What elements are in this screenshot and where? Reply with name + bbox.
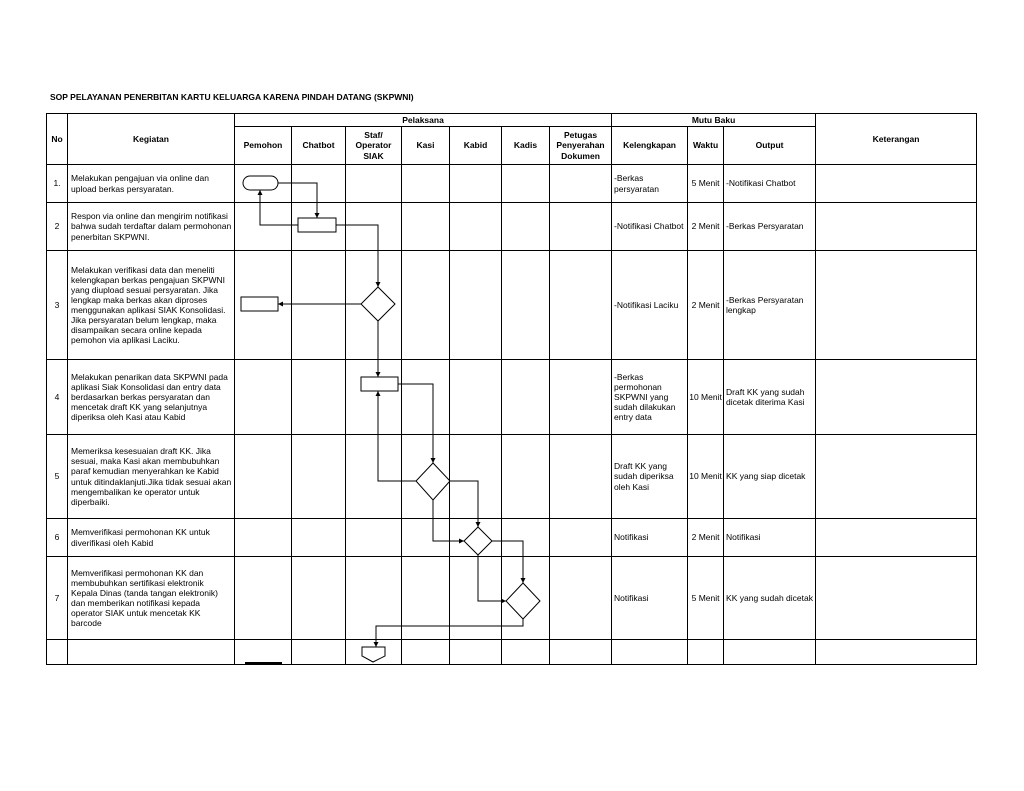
row-waktu: 2 Menit [688,251,724,360]
row-lane-cell [550,251,612,360]
row-output: -Notifikasi Chatbot [724,165,816,203]
row-lane-cell [550,519,612,557]
row-waktu: 2 Menit [688,519,724,557]
row-lane-cell [292,640,346,665]
row-lane-cell [346,557,402,640]
row-lane-cell [402,557,450,640]
row-no: 6 [47,519,68,557]
row-keterangan [816,203,977,251]
table-row [47,519,977,557]
sop-table [46,113,977,665]
row-waktu: 5 Menit [688,165,724,203]
row-lane-cell [450,435,502,519]
header-no: No [47,114,68,165]
row-waktu [688,640,724,665]
row-lane-cell [502,435,550,519]
row-waktu: 2 Menit [688,203,724,251]
row-lane-cell [292,165,346,203]
row-keterangan [816,165,977,203]
row-lane-cell [235,203,292,251]
row-kelengkapan: -Notifikasi Laciku [612,251,688,360]
row-lane-cell [502,251,550,360]
row-lane-cell [292,203,346,251]
row-lane-cell [450,640,502,665]
row-kelengkapan: Notifikasi [612,519,688,557]
row-no: 3 [47,251,68,360]
header-kabid: Kabid [450,127,502,165]
row-no: 2 [47,203,68,251]
row-kegiatan: Respon via online dan mengirim notifikasi bahwa sudah terdaftar dalam permohonan penerbitan SKPWNI. [68,203,235,251]
row-keterangan [816,557,977,640]
row-kegiatan: Melakukan penarikan data SKPWNI pada aplikasi Siak Konsolidasi dan entry data berdasarkan berkas persyaratan dan mencetak draft KK yang selanjutnya diperiksa oleh Kasi atau Kabid [68,360,235,435]
row-lane-cell [346,165,402,203]
row-waktu: 5 Menit [688,557,724,640]
row-lane-cell [346,640,402,665]
header-operator-siak: Staf/ Operator SIAK [346,127,402,165]
row-lane-cell [346,203,402,251]
table-row [47,251,977,360]
row-output [724,640,816,665]
row-keterangan [816,435,977,519]
header-chatbot: Chatbot [292,127,346,165]
row-lane-cell [450,251,502,360]
row-lane-cell [502,165,550,203]
row-keterangan [816,251,977,360]
row-output: Draft KK yang sudah dicetak diterima Kasi [724,360,816,435]
row-lane-cell [450,360,502,435]
table-row [47,557,977,640]
row-lane-cell [292,251,346,360]
row-keterangan [816,519,977,557]
row-lane-cell [450,165,502,203]
row-kelengkapan: Notifikasi [612,557,688,640]
row-lane-cell [235,557,292,640]
header-pemohon: Pemohon [235,127,292,165]
row-lane-cell [550,435,612,519]
header-output: Output [724,127,816,165]
row-lane-cell [402,251,450,360]
sop-table-body [47,165,977,665]
row-kelengkapan: -Berkas permohonan SKPWNI yang sudah dilakukan entry data [612,360,688,435]
row-keterangan [816,640,977,665]
row-lane-cell [402,435,450,519]
row-kegiatan [68,640,235,665]
row-lane-cell [235,165,292,203]
row-lane-cell [235,251,292,360]
row-lane-cell [235,519,292,557]
row-kegiatan: Memeriksa kesesuaian draft KK. Jika sesuai, maka Kasi akan membubuhkan paraf kemudian menyerahkan ke Kabid untuk ditindaklanjuti.Jika tidak sesuai akan mengembalikan ke operator untuk diperbaiki. [68,435,235,519]
header-pelaksana: Pelaksana [235,114,612,127]
row-lane-cell [402,519,450,557]
table-row [47,435,977,519]
row-lane-cell [292,519,346,557]
row-lane-cell [235,360,292,435]
row-lane-cell [550,640,612,665]
row-lane-cell [502,360,550,435]
header-kadis: Kadis [502,127,550,165]
row-kelengkapan [612,640,688,665]
row-lane-cell [502,519,550,557]
row-waktu: 10 Menit [688,360,724,435]
row-lane-cell [550,360,612,435]
row-keterangan [816,360,977,435]
row-kegiatan: Melakukan verifikasi data dan meneliti kelengkapan berkas pengajuan SKPWNI yang diupload sesuai persyaratan. Jika lengkap maka berkas akan diproses menggunakan aplikasi SIAK Konsolidasi. Jika persyaratan belum lengkap, maka disampaikan secara online kepada pemohon via aplikasi Laciku. [68,251,235,360]
row-lane-cell [402,165,450,203]
row-lane-cell [502,203,550,251]
row-kelengkapan: -Notifikasi Chatbot [612,203,688,251]
header-waktu: Waktu [688,127,724,165]
row-no: 1. [47,165,68,203]
row-lane-cell [346,519,402,557]
row-no [47,640,68,665]
row-lane-cell [346,251,402,360]
row-lane-cell [450,203,502,251]
document-title: SOP PELAYANAN PENERBITAN KARTU KELUARGA KARENA PINDAH DATANG (SKPWNI) [50,92,414,102]
row-lane-cell [450,557,502,640]
header-keterangan: Keterangan [816,114,977,165]
table-row [47,203,977,251]
row-lane-cell [550,165,612,203]
row-kegiatan: Memverifikasi permohonan KK untuk diverifikasi oleh Kabid [68,519,235,557]
header-kasi: Kasi [402,127,450,165]
row-lane-cell [450,519,502,557]
row-lane-cell [346,360,402,435]
row-waktu: 10 Menit [688,435,724,519]
row-kelengkapan: Draft KK yang sudah diperiksa oleh Kasi [612,435,688,519]
row-lane-cell [346,435,402,519]
table-row [47,165,977,203]
row-lane-cell [502,640,550,665]
row-output: Notifikasi [724,519,816,557]
row-output: -Berkas Persyaratan [724,203,816,251]
row-kegiatan: Melakukan pengajuan via online dan upload berkas persyaratan. [68,165,235,203]
row-kegiatan: Memverifikasi permohonan KK dan membubuhkan sertifikasi elektronik Kepala Dinas (tanda tangan elektronik) dan memberikan notifikasi kepada operator SIAK untuk mencetak KK barcode [68,557,235,640]
header-mutu-baku: Mutu Baku [612,114,816,127]
row-lane-cell [235,435,292,519]
row-no: 4 [47,360,68,435]
row-output: KK yang siap dicetak [724,435,816,519]
row-lane-cell [402,203,450,251]
row-lane-cell [292,360,346,435]
row-lane-cell [402,360,450,435]
row-lane-cell [402,640,450,665]
row-lane-cell [550,557,612,640]
row-lane-cell [235,640,292,665]
row-lane-cell [292,435,346,519]
row-output: -Berkas Persyaratan lengkap [724,251,816,360]
row-no: 7 [47,557,68,640]
header-kelengkapan: Kelengkapan [612,127,688,165]
header-kegiatan: Kegiatan [68,114,235,165]
header-petugas-penyerahan: Petugas Penyerahan Dokumen [550,127,612,165]
row-lane-cell [502,557,550,640]
row-output: KK yang sudah dicetak [724,557,816,640]
row-lane-cell [292,557,346,640]
row-lane-cell [550,203,612,251]
table-row [47,640,977,665]
row-no: 5 [47,435,68,519]
row-kelengkapan: -Berkas persyaratan [612,165,688,203]
table-row [47,360,977,435]
